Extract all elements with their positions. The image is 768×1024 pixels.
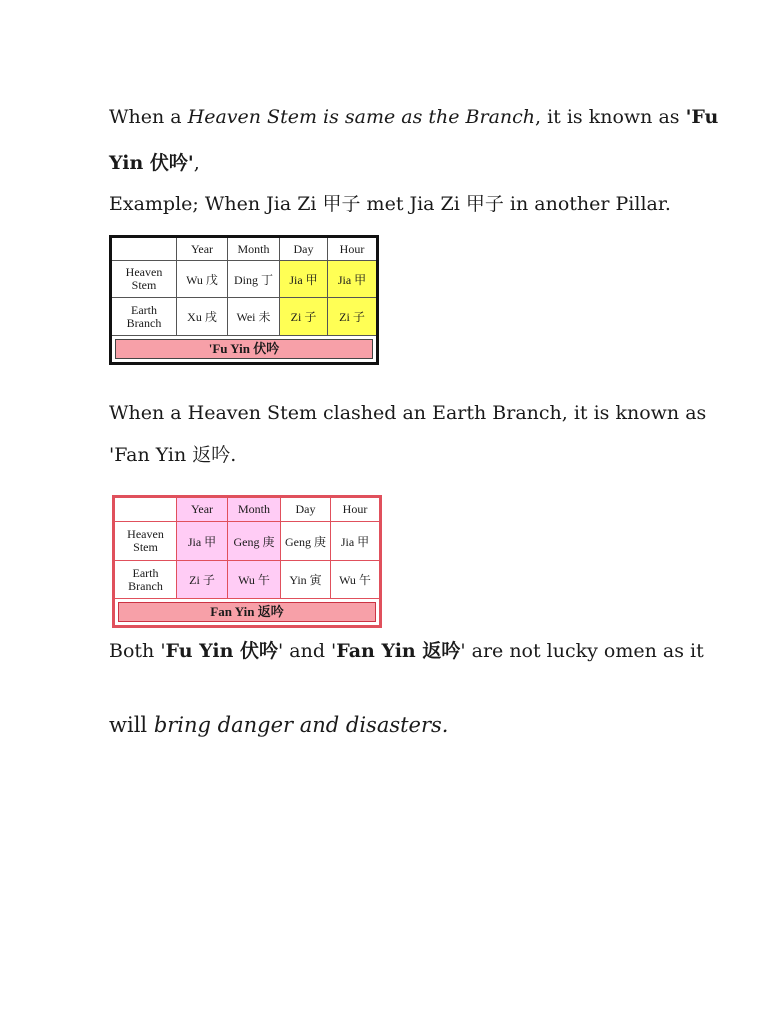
cell-day: Jia 甲 (280, 261, 328, 298)
row-label-line: Stem (131, 278, 157, 292)
cell-day: Zi 子 (280, 298, 328, 336)
banner-cell (114, 599, 381, 627)
para1-line2 (109, 148, 200, 175)
cell-year: Jia 甲 (177, 522, 228, 561)
heaven-stem-row (111, 261, 378, 298)
para1-line1 (109, 106, 718, 128)
row-label (114, 561, 177, 599)
header-month: Month (228, 237, 280, 261)
cell-day: Yin 寅 (281, 561, 331, 599)
para4-line (109, 713, 448, 737)
cell-hour: Jia 甲 (331, 522, 381, 561)
fan-yin-banner: Fan Yin 返吟 (118, 602, 376, 622)
cell-month: Ding 丁 (228, 261, 280, 298)
cell-month: Wei 未 (228, 298, 280, 336)
row-label-line: Heaven (127, 527, 164, 541)
emphasis-text: Heaven Stem is same as the Branch (187, 106, 536, 128)
para2-line2: 'Fan Yin 返吟. (109, 444, 237, 466)
text-span: will (109, 713, 154, 737)
header-row (114, 497, 381, 522)
header-month: Month (228, 497, 281, 522)
cell-day: Geng 庚 (281, 522, 331, 561)
text-span: , it is known as (535, 106, 686, 128)
row-label-line: Branch (126, 315, 162, 330)
header-empty (111, 237, 177, 261)
earth-branch-row (114, 561, 381, 599)
text-span: Both ' (109, 640, 166, 662)
fu-yin-banner: 'Fu Yin 伏吟 (115, 339, 373, 359)
bold-text: 'Fu (685, 106, 719, 128)
header-hour: Hour (331, 497, 381, 522)
header-empty (114, 497, 177, 522)
banner-row (114, 599, 381, 627)
text-span: , (193, 152, 200, 174)
header-year: Year (177, 237, 228, 261)
header-day: Day (281, 497, 331, 522)
cell-hour: Jia 甲 (328, 261, 378, 298)
header-hour: Hour (328, 237, 378, 261)
row-label-line: Stem (133, 540, 158, 554)
para1-line3: Example; When Jia Zi 甲子 met Jia Zi 甲子 in another Pillar. (109, 193, 671, 215)
text-span: When a (109, 106, 188, 128)
cell-year: Zi 子 (177, 561, 228, 599)
banner-cell (111, 336, 378, 364)
header-day: Day (280, 237, 328, 261)
heaven-stem-row (114, 522, 381, 561)
cell-month: Geng 庚 (228, 522, 281, 561)
bold-text: Fan Yin 返吟 (336, 640, 461, 662)
banner-row (111, 336, 378, 364)
cell-month: Wu 午 (228, 561, 281, 599)
fu-yin-table (109, 235, 379, 365)
row-label (111, 298, 177, 336)
para2-line1: When a Heaven Stem clashed an Earth Branch, it is known as (109, 402, 707, 424)
emphasis-text: bring danger and disasters. (153, 713, 449, 737)
row-label (114, 522, 177, 561)
row-label-line: Branch (128, 578, 163, 593)
cell-hour: Zi 子 (328, 298, 378, 336)
earth-branch-row (111, 298, 378, 336)
row-label-line: Earth (131, 302, 157, 317)
text-span: ' and ' (278, 640, 337, 662)
bold-text: Fu Yin 伏吟 (165, 640, 279, 662)
header-year: Year (177, 497, 228, 522)
text-span: ' are not lucky omen as it (460, 640, 704, 662)
cell-year: Xu 戌 (177, 298, 228, 336)
cell-year: Wu 戊 (177, 261, 228, 298)
fan-yin-table (112, 495, 382, 628)
row-label-line: Earth (132, 565, 159, 580)
para3-line (109, 636, 704, 663)
bold-text: Yin 伏吟' (109, 152, 194, 174)
header-row (111, 237, 378, 261)
row-label-line: Heaven (125, 265, 163, 279)
cell-hour: Wu 午 (331, 561, 381, 599)
row-label (111, 261, 177, 298)
